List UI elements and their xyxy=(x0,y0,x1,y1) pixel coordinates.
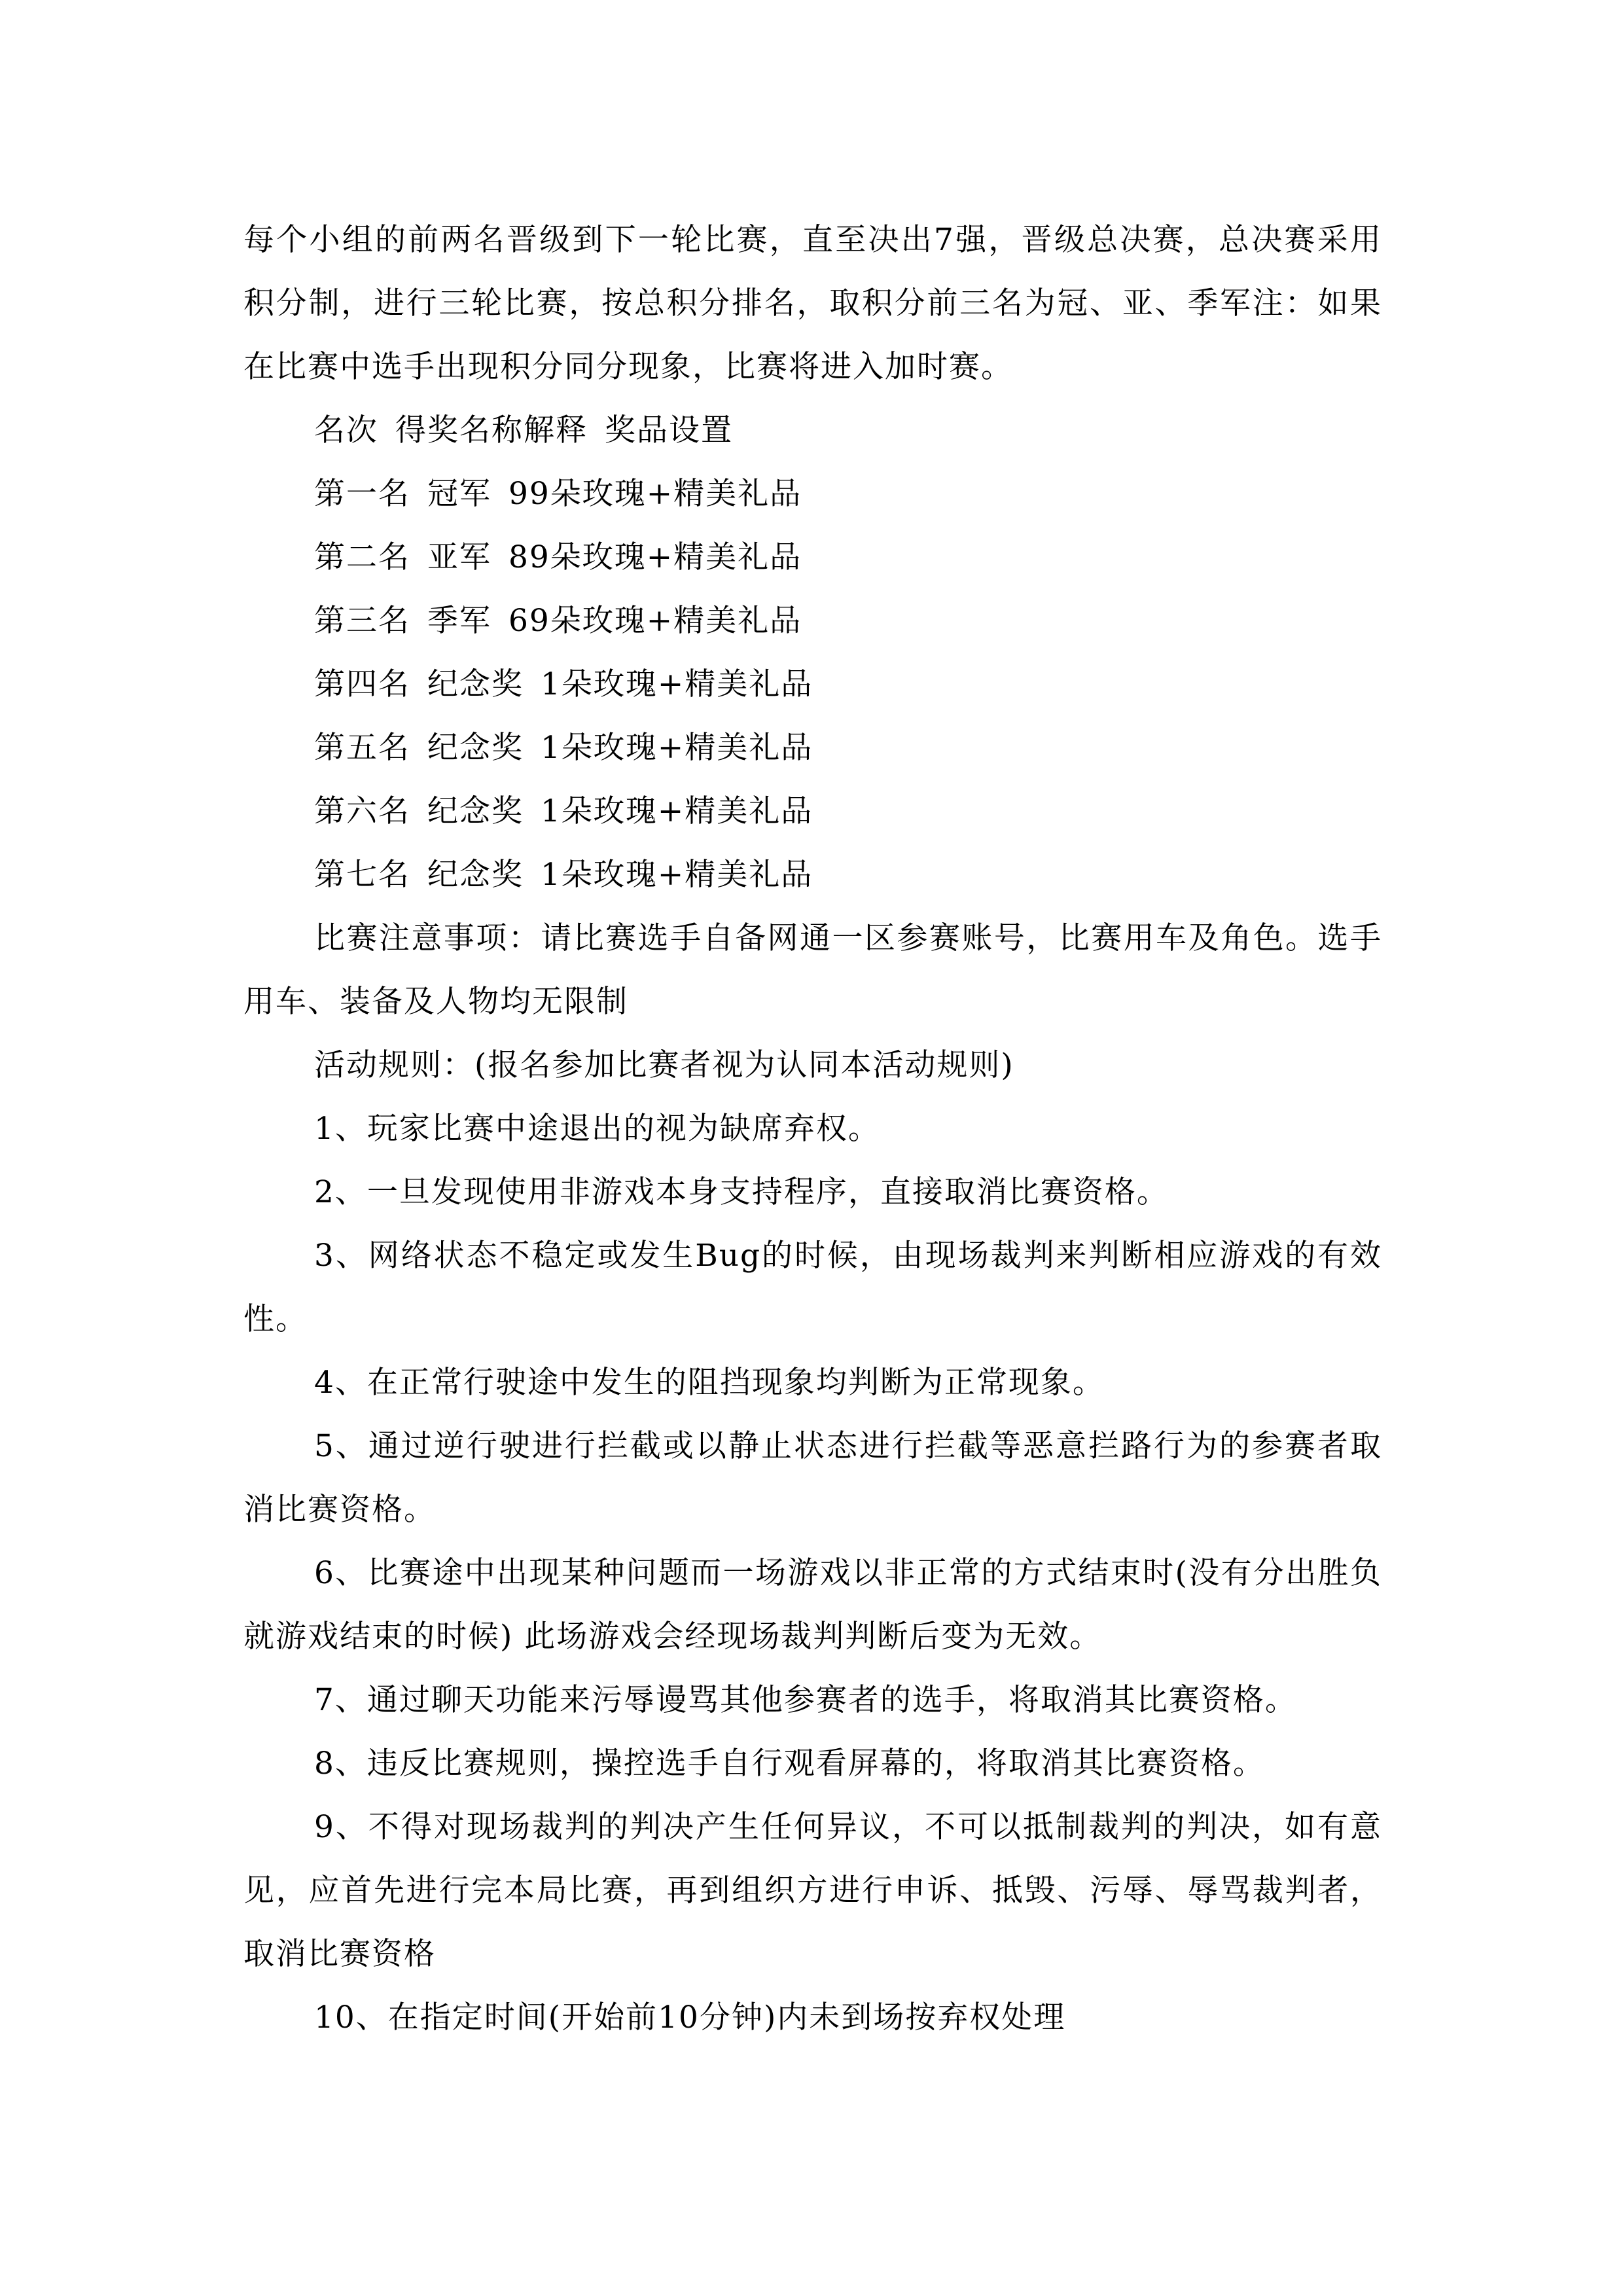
prize-row xyxy=(243,462,1382,526)
prize-reward: 1朵玫瑰+精美礼品 xyxy=(541,730,813,766)
prize-row xyxy=(243,780,1382,843)
prize-rank: 第二名 xyxy=(314,539,410,575)
intro-paragraph: 每个小组的前两名晋级到下一轮比赛，直至决出7强，晋级总决赛，总决赛采用积分制，进行三轮比赛，按总积分排名，取积分前三名为冠、亚、季军注：如果在比赛中选手出现积分同分现象，比赛将进入加时赛。 xyxy=(243,222,1382,385)
header-prize: 奖品设置 xyxy=(605,412,733,448)
header-rank: 名次 xyxy=(314,412,378,448)
prize-row xyxy=(243,843,1382,906)
prize-title: 冠军 xyxy=(427,476,491,512)
prize-reward: 1朵玫瑰+精美礼品 xyxy=(541,857,813,893)
prize-title: 纪念奖 xyxy=(427,793,524,829)
rule-item: 7、通过聊天功能来污辱谩骂其他参赛者的选手，将取消其比赛资格。 xyxy=(314,1682,1297,1718)
document-body xyxy=(243,208,1382,2049)
prize-reward: 99朵玫瑰+精美礼品 xyxy=(508,476,802,512)
rule-item: 2、一旦发现使用非游戏本身支持程序，直接取消比赛资格。 xyxy=(314,1174,1169,1210)
prize-row xyxy=(243,653,1382,716)
prize-rank: 第三名 xyxy=(314,603,410,639)
prize-title: 纪念奖 xyxy=(427,666,524,702)
rule-item: 6、比赛途中出现某种问题而一场游戏以非正常的方式结束时(没有分出胜负就游戏结束的时候) 此场游戏会经现场裁判判断后变为无效。 xyxy=(243,1555,1382,1655)
prize-title: 亚军 xyxy=(427,539,491,575)
prize-row xyxy=(243,589,1382,653)
prize-reward: 1朵玫瑰+精美礼品 xyxy=(541,793,813,829)
rule-item: 3、网络状态不稳定或发生Bug的时候，由现场裁判来判断相应游戏的有效性。 xyxy=(243,1238,1382,1337)
prize-reward: 89朵玫瑰+精美礼品 xyxy=(508,539,802,575)
prize-rank: 第五名 xyxy=(314,730,410,766)
prize-rank: 第四名 xyxy=(314,666,410,702)
rule-item: 9、不得对现场裁判的判决产生任何异议，不可以抵制裁判的判决，如有意见，应首先进行完本局比赛，再到组织方进行申诉、抵毁、污辱、辱骂裁判者，取消比赛资格 xyxy=(243,1809,1382,1972)
prize-rank: 第六名 xyxy=(314,793,410,829)
rule-item: 8、违反比赛规则，操控选手自行观看屏幕的，将取消其比赛资格。 xyxy=(314,1746,1265,1782)
prize-table-header xyxy=(243,399,1382,462)
rules-heading: 活动规则：(报名参加比赛者视为认同本活动规则) xyxy=(314,1047,1014,1083)
prize-title: 季军 xyxy=(427,603,491,639)
header-title: 得奖名称解释 xyxy=(395,412,588,448)
rule-item: 4、在正常行驶途中发生的阻挡现象均判断为正常现象。 xyxy=(314,1365,1105,1401)
rule-item: 5、通过逆行驶进行拦截或以静止状态进行拦截等恶意拦路行为的参赛者取消比赛资格。 xyxy=(243,1428,1382,1528)
prize-rank: 第一名 xyxy=(314,476,410,512)
prize-title: 纪念奖 xyxy=(427,730,524,766)
prize-reward: 1朵玫瑰+精美礼品 xyxy=(541,666,813,702)
rule-item: 10、在指定时间(开始前10分钟)内未到场按弃权处理 xyxy=(314,2000,1066,2036)
prize-title: 纪念奖 xyxy=(427,857,524,893)
prize-rank: 第七名 xyxy=(314,857,410,893)
notes-paragraph: 比赛注意事项：请比赛选手自备网通一区参赛账号，比赛用车及角色。选手用车、装备及人物均无限制 xyxy=(243,920,1382,1020)
prize-row xyxy=(243,716,1382,780)
prize-row xyxy=(243,526,1382,589)
rule-item: 1、玩家比赛中途退出的视为缺席弃权。 xyxy=(314,1111,880,1147)
prize-reward: 69朵玫瑰+精美礼品 xyxy=(508,603,802,639)
